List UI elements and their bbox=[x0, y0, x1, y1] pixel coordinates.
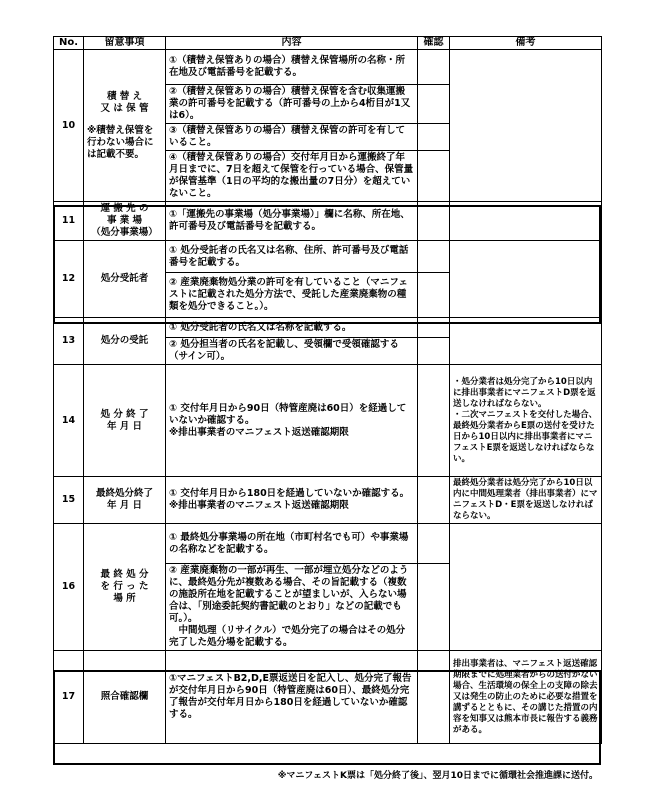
content-cell: ④（積替え保管ありの場合）交付年月日から運搬終了年月日までに、7日を超えて保管を行っている場合、保管量が保管基準（1日の平均的な搬出量の7日分）を超えていないこと。 bbox=[166, 151, 418, 202]
item-label: 運 搬 先 の 事 業 場 （処分事業場） bbox=[91, 203, 158, 238]
item-cell bbox=[84, 318, 166, 365]
content-cell: ①マニフェストB2,D,E票返送日を記入し、処分完了報告が交付年月日から90日（特管産廃は60日）、最終処分完了報告が交付年月日から180日を経過していないか確認する。 bbox=[166, 651, 418, 744]
row-number: 11 bbox=[54, 202, 84, 241]
checklist-body bbox=[54, 50, 602, 744]
content-cell: ① 交付年月日から180日を経過していないか確認する。 ※排出事業者のマニフェスト返送確認期限 bbox=[166, 477, 418, 524]
confirm-cell[interactable] bbox=[418, 85, 450, 124]
item-label: 積 替 え 又 は 保 管 bbox=[100, 90, 149, 114]
remarks-cell bbox=[450, 50, 602, 202]
confirm-cell[interactable] bbox=[418, 124, 450, 151]
item-note: ※積替え保管を行わない場合には記載不要。 bbox=[87, 124, 154, 160]
content-cell: ② 産業廃棄物の一部が再生、一部が埋立処分などのように、最終処分先が複数ある場合、その旨記載する（複数の施設所在地を記載することが望ましいが、入らない場合は、「別途委託契約書記載のとおり」などの記載でも可。）。 中間処理（リサイクル）で処分完了の場合はその処分完了した処分場を記載する。 bbox=[166, 564, 418, 651]
content-cell: ①「運搬先の事業場（処分事業場）」欄に名称、所在地、許可番号及び電話番号を記載する。 bbox=[166, 202, 418, 241]
header-no: No. bbox=[54, 37, 84, 50]
confirm-cell[interactable] bbox=[418, 50, 450, 85]
item-label: 処分の受託 bbox=[100, 335, 149, 346]
row-number: 15 bbox=[54, 477, 84, 524]
table-row bbox=[54, 524, 602, 564]
item-label: 処 分 終 了 年 月 日 bbox=[100, 408, 149, 432]
row-number: 13 bbox=[54, 318, 84, 365]
row-number: 12 bbox=[54, 241, 84, 318]
item-cell bbox=[84, 524, 166, 651]
item-cell bbox=[84, 202, 166, 241]
item-cell bbox=[84, 50, 166, 202]
confirm-cell[interactable] bbox=[418, 318, 450, 338]
item-label: 最終処分終了 年 月 日 bbox=[95, 488, 153, 511]
item-label: 処分受託者 bbox=[100, 273, 149, 284]
item-label: 照合確認欄 bbox=[100, 691, 149, 702]
table-row bbox=[54, 318, 602, 338]
header-remarks: 備考 bbox=[450, 37, 602, 50]
header-content: 内容 bbox=[166, 37, 418, 50]
content-cell: ① 処分受託者の氏名又は名称、住所、許可番号及び電話番号を記載する。 bbox=[166, 241, 418, 273]
table-row bbox=[54, 202, 602, 241]
confirm-cell[interactable] bbox=[418, 524, 450, 564]
table-row bbox=[54, 241, 602, 273]
item-label: 最 終 処 分 を 行 っ た 場 所 bbox=[100, 569, 149, 604]
content-cell: ①（積替え保管ありの場合）積替え保管場所の名称・所在地及び電話番号を記載する。 bbox=[166, 50, 418, 85]
remarks-cell bbox=[450, 202, 602, 241]
content-cell: ② 処分担当者の氏名を記載し、受領欄で受領確認する（サイン可）。 bbox=[166, 338, 418, 365]
confirm-cell[interactable] bbox=[418, 151, 450, 202]
item-cell bbox=[84, 477, 166, 524]
confirm-cell[interactable] bbox=[418, 273, 450, 318]
content-cell: ②（積替え保管ありの場合）積替え保管を含む収集運搬業の許可番号を記載する（許可番号の上から4桁目が1又は6）。 bbox=[166, 85, 418, 124]
confirm-cell[interactable] bbox=[418, 365, 450, 477]
item-cell bbox=[84, 365, 166, 477]
content-cell: ① 処分受託者の氏名又は名称を記載する。 bbox=[166, 318, 418, 338]
remarks-cell bbox=[450, 241, 602, 318]
content-cell: ① 交付年月日から90日（特管産廃は60日）を経過していないか確認する。 ※排出事業者のマニフェスト返送確認期限 bbox=[166, 365, 418, 477]
confirm-cell[interactable] bbox=[418, 202, 450, 241]
row-number: 10 bbox=[54, 50, 84, 202]
row-number: 14 bbox=[54, 365, 84, 477]
header-row bbox=[54, 37, 602, 50]
confirm-cell[interactable] bbox=[418, 338, 450, 365]
table-row bbox=[54, 50, 602, 85]
table-row bbox=[54, 477, 602, 524]
remarks-cell bbox=[450, 524, 602, 651]
content-cell: ① 最終処分事業場の所在地（市町村名でも可）や事業場の名称などを記載する。 bbox=[166, 524, 418, 564]
checklist-table bbox=[53, 36, 602, 744]
item-cell bbox=[84, 241, 166, 318]
remarks-cell bbox=[450, 318, 602, 365]
confirm-cell[interactable] bbox=[418, 564, 450, 651]
item-cell bbox=[84, 651, 166, 744]
confirm-cell[interactable] bbox=[418, 651, 450, 744]
content-cell: ② 産業廃棄物処分業の許可を有していること（マニフェストに記載された処分方法で、受託した産業廃棄物の種類を処分できること。）。 bbox=[166, 273, 418, 318]
remarks-cell: 最終処分業者は処分完了から10日以内に中間処理業者（排出事業者）にマニフェストD・E票を返送しなければならない。 bbox=[450, 477, 602, 524]
confirm-cell[interactable] bbox=[418, 241, 450, 273]
content-cell: ③（積替え保管ありの場合）積替え保管の許可を有していること。 bbox=[166, 124, 418, 151]
header-confirm: 確認 bbox=[418, 37, 450, 50]
table-row bbox=[54, 365, 602, 477]
remarks-cell: ・処分業者は処分完了から10日以内に排出事業者にマニフェストD票を返送しなければならない。 ・二次マニフェストを交付した場合、最終処分業者からE票の送付を受けた日から10日以内に排出事業者にマニフェストE票を返送しなければならない。 bbox=[450, 365, 602, 477]
confirm-cell[interactable] bbox=[418, 477, 450, 524]
footnote: ※マニフェストK票は「処分終了後」、翌月10日までに循環社会推進課に送付。 bbox=[277, 771, 598, 781]
header-item: 留意事項 bbox=[84, 37, 166, 50]
remarks-cell: 排出事業者は、マニフェスト返送確認期限までに処理業者からの送付がない場合、生活環境の保全上の支障の除去又は発生の防止のために必要な措置を講ずるとともに、その講じた措置の内容を知事又は熊本市長に報告する義務がある。 bbox=[450, 651, 602, 744]
row-number: 16 bbox=[54, 524, 84, 651]
table-row bbox=[54, 651, 602, 744]
row-number: 17 bbox=[54, 651, 84, 744]
